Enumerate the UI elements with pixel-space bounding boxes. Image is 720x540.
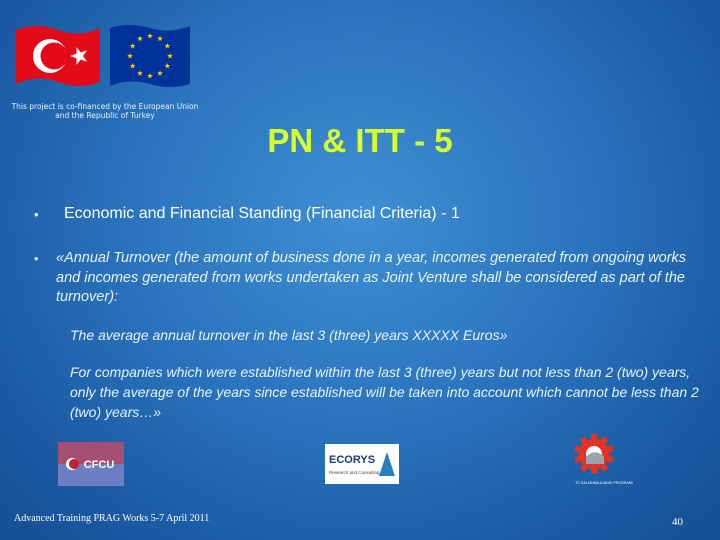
bullet-dot-1: • (34, 207, 39, 222)
bullet-dot-2: • (34, 251, 39, 266)
slide-title: PN & ITT - 5 (267, 122, 453, 159)
turnover-requirement-text: The average annual turnover in the last 3 (three) years XXXXX Euros» (70, 327, 508, 343)
ecorys-tagline: Research and Consulting (329, 470, 380, 475)
footer-caption: Advanced Training PRAG Works 5-7 April 2011 (14, 513, 210, 524)
new-companies-text: For companies which were established within the last 3 (three) years but not less than 2 (two) years, only the average of the years since established will be taken into account which cannot be less than 2 (two) years…» (70, 364, 699, 420)
cofinance-line-1: This project is co-financed by the European Union (11, 102, 199, 111)
cfcu-logo-text: CFCU (83, 459, 115, 471)
ecorys-logo-text: ECORYS (329, 454, 376, 466)
ecorys-logo (325, 444, 399, 484)
cofinance-notice (10, 102, 200, 120)
bullet-item-1: Economic and Financial Standing (Financial Criteria) - 1 (64, 205, 460, 222)
eu-flag-icon (108, 22, 192, 90)
gear-logo-icon (560, 432, 650, 488)
bullet-item-2: «Annual Turnover (the amount of business done in a year, incomes generated from ongoing works and incomes generated from works undertaken as Joint Venture shall be considered as part of the turnover): (56, 250, 687, 305)
cfcu-logo (58, 442, 124, 486)
turkish-flag-icon (14, 22, 102, 90)
cofinance-line-2: and the Republic of Turkey (55, 111, 155, 120)
gear-logo-caption: TC KALKINMA AJANSI PROGRAMI (575, 481, 633, 485)
page-number: 40 (672, 516, 683, 528)
